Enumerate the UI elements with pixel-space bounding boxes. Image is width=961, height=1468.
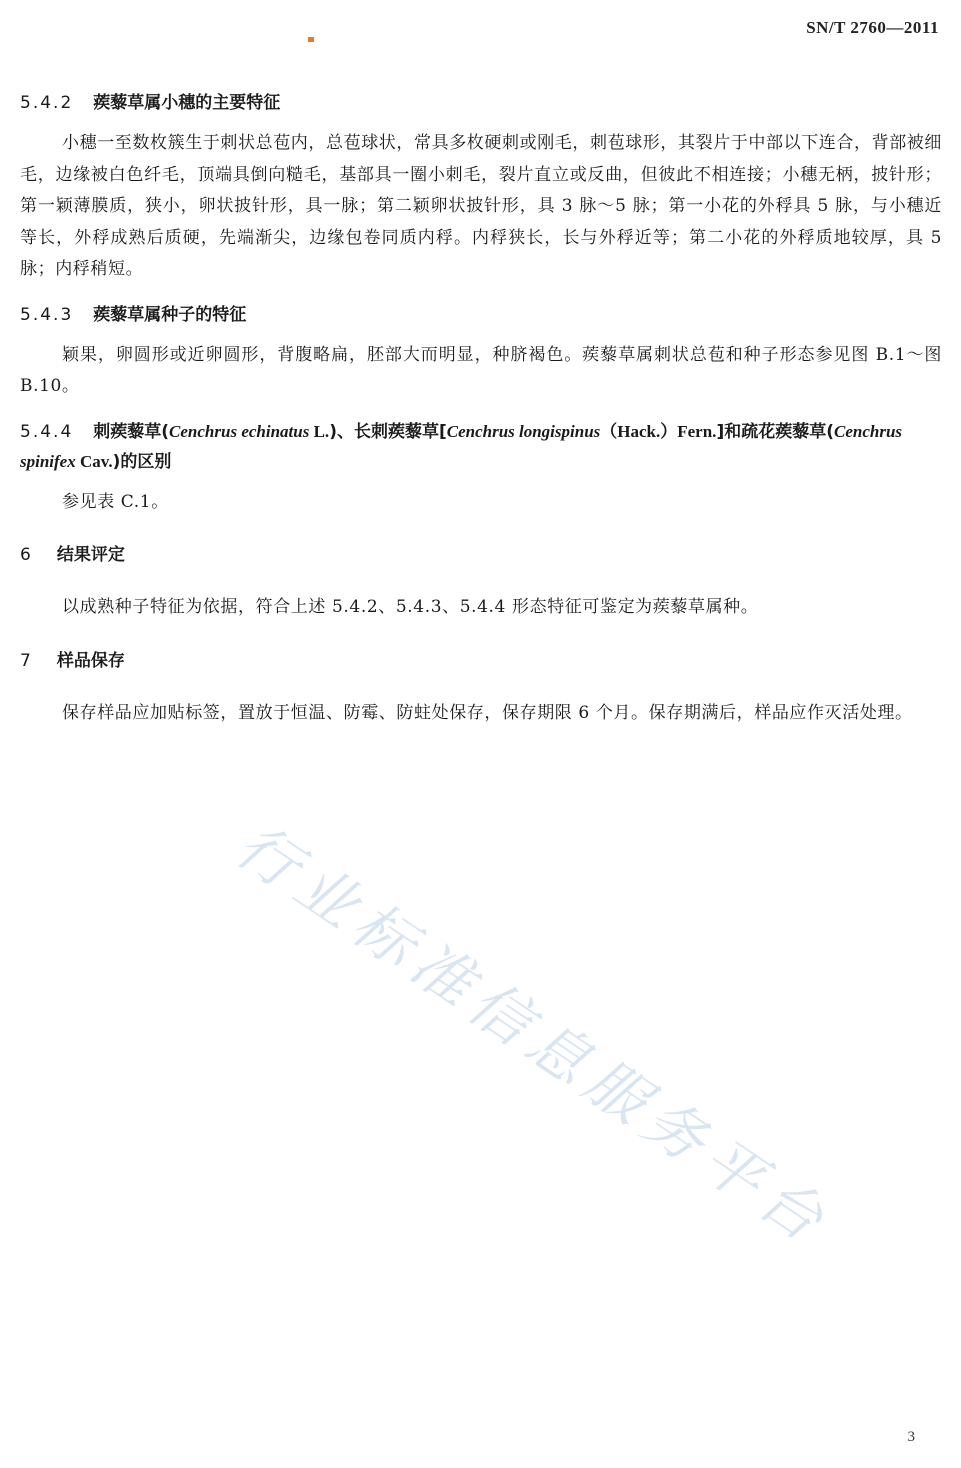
title-text: 刺蒺藜草( [93,421,170,442]
species-author: Cav. [75,451,113,471]
section-body-5-4-3: 颖果，卵圆形或近卵圆形，背腹略扁，胚部大而明显，种脐褐色。蒺藜草属刺状总苞和种子形态参见图 B.1～图 B.10。 [20,344,942,396]
section-title: 样品保存 [56,650,125,671]
page-number: 3 [907,1429,915,1445]
species-name: Cenchrus spinifex [20,421,903,471]
section-title: 蒺藜草属种子的特征 [93,304,247,325]
section-body-5-4-2: 小穗一至数枚簇生于刺状总苞内，总苞球状，常具多枚硬刺或刚毛，刺苞球形，其裂片于中部以下连合，背部被细毛，边缘被白色纤毛，顶端具倒向糙毛，基部具一圈小刺毛，裂片直立或反曲，但彼此不相连接；小穗无柄，披针形；第一颖薄膜质，狭小，卵状披针形，具一脉；第二颖卵状披针形，具 3 脉～5 脉；第一小花的外稃具 5 脉，与小穗近等长，外稃成熟后质硬，先端渐尖，边缘包卷同质内稃。内稃狭长，长与外稃近等；第二小花的外稃质地较厚，具 5 脉；内稃稍短。 [20,133,942,279]
document-body [20,88,942,729]
species-name: Cenchrus echinatus [169,421,310,441]
section-number: 5.4.4 [20,421,74,442]
watermark: 行业标准信息服务平台 [223,810,844,1261]
title-text: )的区别 [112,451,172,472]
section-title: 结果评定 [56,545,125,565]
section-body-6: 以成熟种子特征为依据，符合上述 5.4.2、5.4.3、5.4.4 形态特征可鉴定为蒺藜草属种。 [62,597,759,617]
section-number: 5.4.3 [20,304,74,325]
section-body-7: 保存样品应加贴标签，置放于恒温、防霉、防蛀处保存，保存期限 6 个月。保存期满后，样品应作灭活处理。 [62,702,913,723]
species-author: L. [309,421,330,441]
section-heading-5-4-3 [20,300,942,330]
section-heading-6 [20,540,942,570]
section-body-5-4-4: 参见表 C.1。 [62,491,169,512]
header-mark [308,37,314,42]
section-heading-5-4-4 [20,417,942,477]
section-heading-7 [20,646,942,676]
section-number: 5.4.2 [20,93,74,113]
section-heading-5-4-2 [20,88,942,118]
section-number: 6 [20,545,33,565]
title-text: )、长刺蒺藜草[ [329,421,447,442]
section-title: 蒺藜草属小穗的主要特征 [93,93,281,113]
standard-id: SN/T 2760—2011 [806,18,939,37]
title-text: ]和疏花蒺藜草( [716,421,834,442]
species-author: （Hack.）Fern. [600,421,717,441]
species-name: Cenchrus longispinus [446,421,601,441]
section-number: 7 [20,650,33,671]
